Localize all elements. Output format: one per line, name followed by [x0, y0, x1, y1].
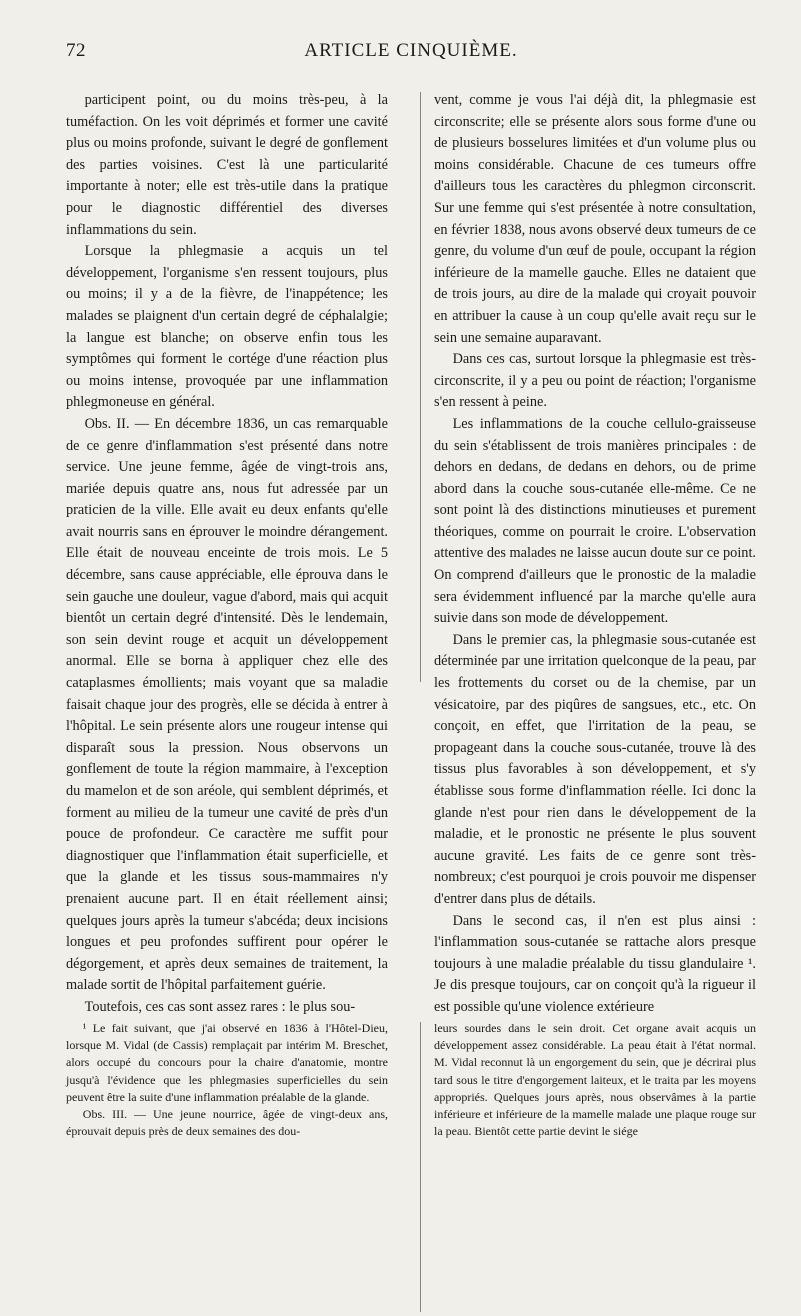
paragraph: Dans le second cas, il n'en est plus ainsi : l'inflammation sous-cutanée se rattache alors presque toujours à une maladie préalable du tissu glandulaire ¹. Je dis presque toujours, car on conçoit qu'à la rigueur il est possible qu'une violence extérieure	[434, 912, 756, 1015]
paragraph: Toutefois, ces cas sont assez rares : le plus sou-	[84, 998, 356, 1015]
running-header	[66, 40, 756, 68]
footnote-column-left	[66, 1020, 388, 1140]
body-column-right	[434, 90, 756, 1019]
footnote: leurs sourdes dans le sein droit. Cet organe avait acquis un développement assez considérable. La peau était à l'état normal. M. Vidal reconnut là un engorgement du sein, que je décrirai plus tard sous le titre d'engorgement laiteux, et le traita par les moyens appropriés. Quelques jours après, nous observâmes à la partie inférieure et inférieure de la mamelle malade une plaque rouge sur la peau. Bientôt cette partie devint le siége	[434, 1021, 756, 1139]
body-column-left	[66, 90, 388, 1019]
page-number: 72	[66, 40, 86, 61]
running-title: ARTICLE CINQUIÈME.	[304, 40, 518, 61]
paragraph-observation-ii: Obs. II. — En décembre 1836, un cas remarquable de ce genre d'inflammation s'est présenté dans notre service. Une jeune femme, âgée de vingt-trois ans, mariée depuis quatre ans, nous fut adressée par un praticien de la ville. Elle avait eu deux enfants qu'elle avait nourris sans en éprouver le moindre dérangement. Elle était de nouveau enceinte de trois mois. Le 5 décembre, sans cause appréciable, elle éprouva dans le sein gauche une douleur, vague d'abord, mais qui acquit bientôt un certain degré d'intensité. Dès le lendemain, son sein devint rouge et acquit un développement anormal. Elle se borna à appliquer chez elle des cataplasmes émollients; mais voyant que sa maladie faisait chaque jour des progrès, elle se décida à entrer à l'hôpital. Le sein présente alors une rougeur intense qui disparaît sous la pression. Nous observons un gonflement de toute la région mammaire, à l'exception du mamelon et de son aréole, qui semblent déprimés, et forment au milieu de la tumeur une cavité de près d'un pouce de profondeur. Ce caractère me suffit pour diagnostiquer que l'inflammation était superficielle, et que la glande et les tissus sous-mammaires n'y prenaient aucune part. Il en était réellement ainsi; quelques jours après la tumeur s'abcéda; deux incisions longues et peu profondes suffirent pour opérer le dégorgement, et après deux semaines de traitement, la malade sortit de l'hôpital parfaitement guérie.	[66, 415, 388, 994]
footnote-observation-iii: Obs. III. — Une jeune nourrice, âgée de vingt-deux ans, éprouvait depuis près de deux semaines des dou-	[66, 1107, 388, 1139]
column-rule	[420, 92, 421, 682]
paragraph: Lorsque la phlegmasie a acquis un tel développement, l'organisme s'en ressent toujours, plus ou moins; il y a de la fièvre, de l'inappétence; les malades se plaignent d'un certain degré de céphalalgie; la langue est blanche; on observe enfin tous les symptômes qui forment le cortége d'une réaction plus ou moins intense, provoquée par une inflammation phlegmoneuse en général.	[66, 243, 388, 411]
footnote-column-right	[434, 1020, 756, 1140]
paragraph: Dans le premier cas, la phlegmasie sous-cutanée est déterminée par une irritation quelconque de la peau, par les frottements du corset ou de la chemise, par un vésicatoire, par des piqûres de sangsues, etc., etc. On conçoit, en effet, que l'irritation de la peau, se propageant dans la couche sous-cutanée, trouve là des tissus plus favorables à son développement, et s'y établisse sous forme d'inflammation réelle. Ici donc la glande n'est pour rien dans le développement de la maladie, et le pronostic ne présente le plus souvent aucune gravité. Les faits de ce genre sont très-nombreux; c'est pourquoi je crois pouvoir me dispenser d'entrer dans plus de détails.	[434, 631, 756, 907]
paragraph: Dans ces cas, surtout lorsque la phlegmasie est très-circonscrite, il y a peu ou point de réaction; l'organisme s'en ressent à peine.	[434, 351, 756, 411]
footnote-column-rule	[420, 1022, 421, 1312]
paragraph: participent point, ou du moins très-peu, à la tuméfaction. On les voit déprimés et former une cavité plus ou moins profonde, suivant le degré de gonflement des parties voisines. C'est là une particularité importante à noter; elle est très-utile dans la pratique pour le diagnostic différentiel des diverses inflammations du sein.	[66, 92, 388, 238]
paragraph: vent, comme je vous l'ai déjà dit, la phlegmasie est circonscrite; elle se présente alors sous forme d'une ou de plusieurs bosselures limitées et d'un volume plus ou moins considérable. Chacune de ces tumeurs offre d'ailleurs tous les caractères du phlegmon circonscrit. Sur une femme qui s'est présentée à notre consultation, en février 1838, nous avons observé deux tumeurs de ce genre, du volume d'un œuf de poule, occupant la région inférieure de la mamelle gauche. Elles ne dataient que de trois jours, au dire de la malade qui croyait pouvoir en attribuer la cause à un coup qu'elle avait reçu sur le sein une semaine auparavant.	[434, 92, 756, 346]
paragraph: Les inflammations de la couche cellulo-graisseuse du sein s'établissent de trois manières principales : de dehors en dedans, de dedans en dehors, ou de prime abord dans la couche sous-cutanée elle-même. Ce ne sont point là des distinctions minutieuses et purement théoriques, comme on pourrait le croire. L'observation attentive des malades ne laisse aucun doute sur ce point. On comprend d'ailleurs que le pronostic de la maladie sera évidemment influencé par la marche qu'elle aura suivie dans son mode de développement.	[434, 415, 756, 627]
footnote: ¹ Le fait suivant, que j'ai observé en 1836 à l'Hôtel-Dieu, lorsque M. Vidal (de Cassis) remplaçait par intérim M. Breschet, alors occupé du concours pour la chaire d'anatomie, montre jusqu'à l'évidence que les phlegmasies superficielles du sein peuvent être la suite d'une inflammation préalable de la glande.	[66, 1021, 388, 1104]
